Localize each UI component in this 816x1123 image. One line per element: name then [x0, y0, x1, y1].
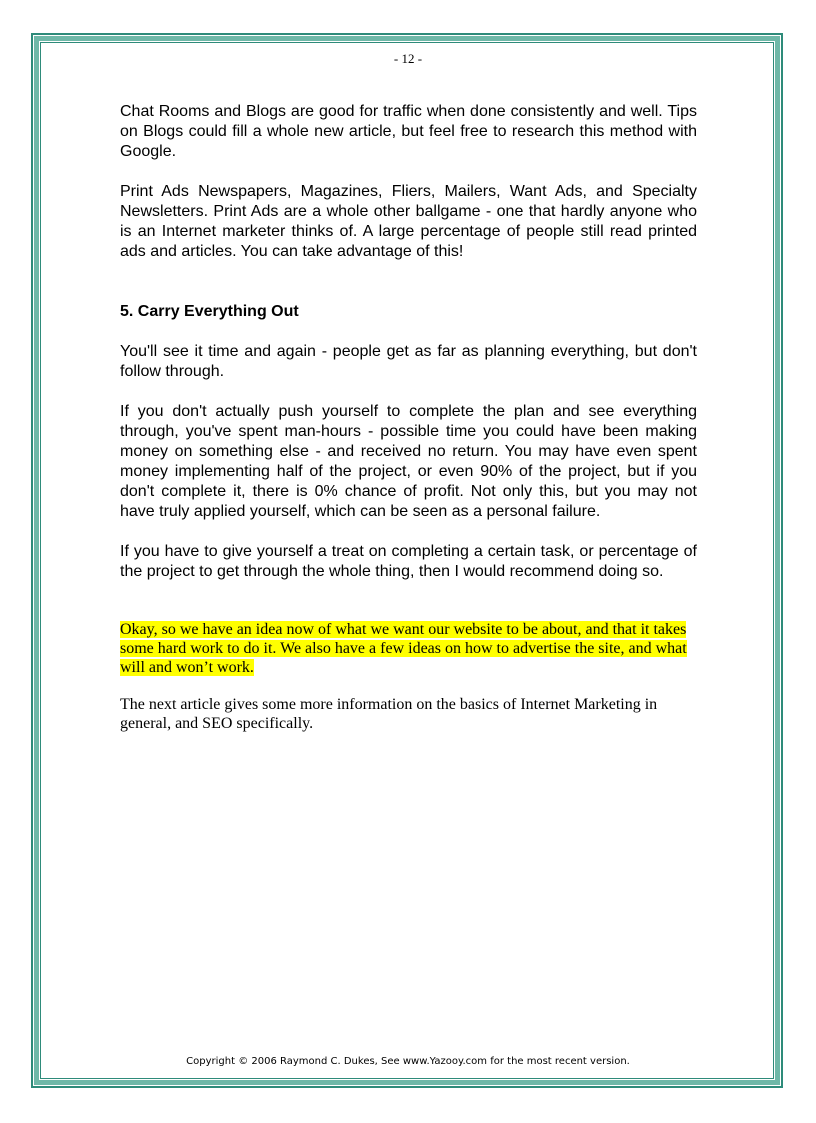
paragraph-treat: If you have to give yourself a treat on completing a certain task, or percentage of the project to get through the whole thing, then I would recommend doing so.: [120, 543, 697, 580]
highlighted-text: Okay, so we have an idea now of what we want our website to be about, and that it takes some hard work to do it. We also have a few ideas on how to advertise the site, and what will and won’t work.: [120, 621, 687, 676]
paragraph-print-ads: Print Ads Newspapers, Magazines, Fliers, Mailers, Want Ads, and Specialty Newsletters. Print Ads are a whole other ballgame - one that hardly anyone who is an Internet marketer thinks of. A large percentage of people still read printed ads and articles. You can take advantage of this!: [120, 183, 697, 260]
paragraph-chat-rooms: Chat Rooms and Blogs are good for traffic when done consistently and well. Tips on Blogs could fill a whole new article, but feel free to research this method with Google.: [120, 103, 697, 160]
closing-paragraph: The next article gives some more information on the basics of Internet Marketing in general, and SEO specifically.: [120, 696, 658, 732]
paragraph-complete-plan: If you don't actually push yourself to complete the plan and see everything through, you've spent man-hours - possible time you could have been making money on something else - and received no return. You may have even spent money implementing half of the project, or even 90% of the project, but if you don't complete it, there is 0% chance of profit. Not only this, but you may not have truly applied yourself, which can be seen as a personal failure.: [120, 403, 697, 520]
page-number: - 12 -: [393, 51, 423, 66]
highlighted-paragraph: [120, 620, 697, 677]
paragraph-follow-through: You'll see it time and again - people get as far as planning everything, but don't follow through.: [120, 343, 697, 380]
copyright-footer: Copyright © 2006 Raymond C. Dukes, See www.Yazooy.com for the most recent version.: [186, 1056, 630, 1067]
section-heading: 5. Carry Everything Out: [120, 303, 299, 320]
page-content: [120, 102, 697, 751]
